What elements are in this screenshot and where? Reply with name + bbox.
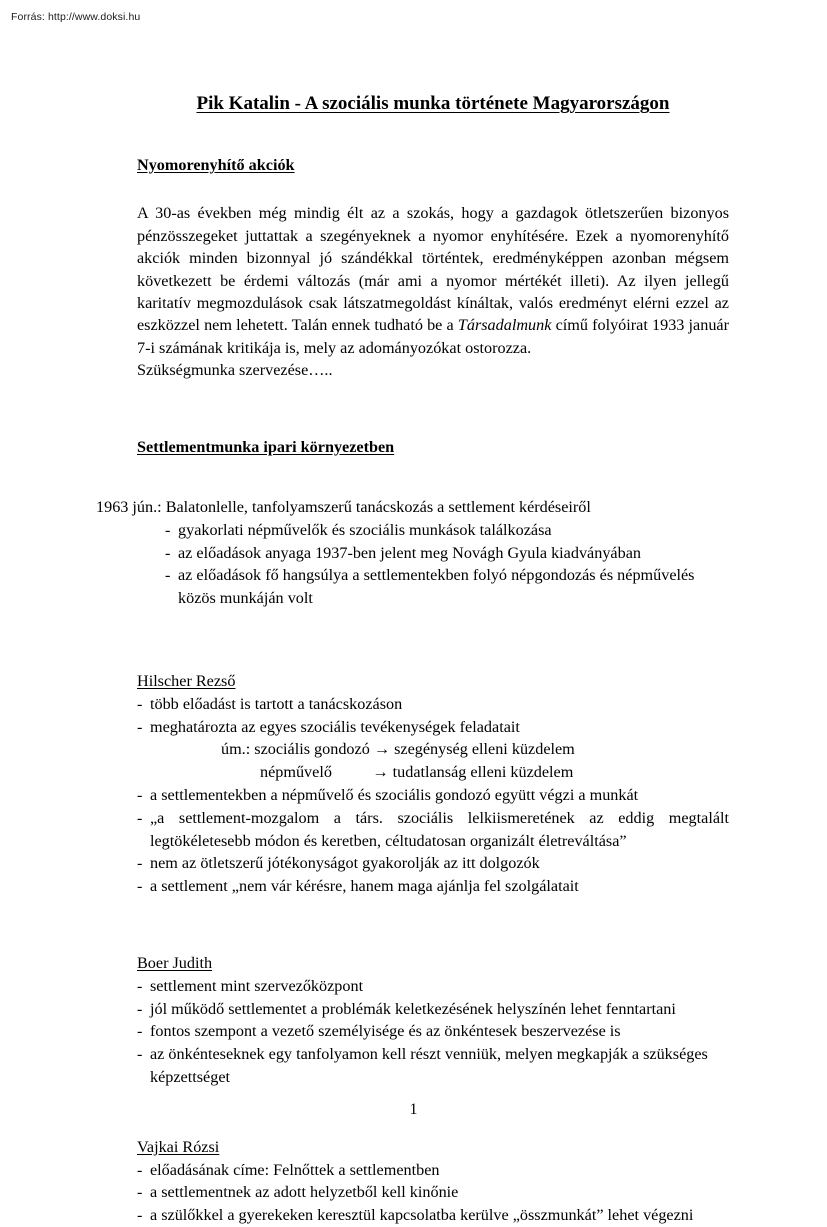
list-item bbox=[137, 852, 729, 875]
list-item-label: fontos szempont a vezető személyisége és az önkéntesek beszervezése is bbox=[150, 1022, 621, 1041]
list-item bbox=[137, 975, 729, 998]
list-item-label: a settlement „nem vár kérésre, hanem maga ajánlja fel szolgálatait bbox=[150, 877, 579, 896]
dash-bullet-icon: - bbox=[137, 1022, 143, 1041]
person-block-vajkai bbox=[137, 1136, 729, 1227]
section-nyomorenyhito bbox=[137, 154, 729, 382]
list-item bbox=[137, 784, 729, 807]
dash-bullet-icon: - bbox=[137, 1045, 143, 1064]
person-name-vajkai: Vajkai Rózsi bbox=[137, 1137, 220, 1156]
list-item bbox=[137, 807, 729, 853]
list-item bbox=[137, 1181, 729, 1204]
person-block-boer bbox=[137, 952, 729, 1089]
dash-bullet-icon: - bbox=[137, 1183, 143, 1202]
conference-lead-line: 1963 jún.: Balatonlelle, tanfolyamszerű tanácskozás a settlement kérdéseiről bbox=[96, 498, 591, 517]
list-item-label: jól működő settlementet a problémák keletkezésének helyszínén lehet fenntartani bbox=[150, 999, 676, 1018]
hilscher-bullet-list-continued bbox=[137, 784, 729, 898]
list-item bbox=[165, 519, 729, 542]
spacer bbox=[137, 458, 729, 496]
list-item-label: settlement mint szervezőközpont bbox=[150, 976, 364, 995]
list-item-label: a szülőkkel a gyerekeken keresztül kapcsolatba kerülve „összmunkát” lehet végezni bbox=[150, 1206, 694, 1225]
spacer bbox=[137, 420, 729, 436]
spacer bbox=[137, 610, 729, 648]
dash-bullet-icon: - bbox=[137, 694, 143, 713]
spacer bbox=[137, 898, 729, 936]
person-block-hilscher bbox=[137, 670, 729, 898]
dash-bullet-icon: - bbox=[137, 1206, 143, 1225]
dash-bullet-icon: - bbox=[165, 566, 171, 585]
dash-bullet-icon: - bbox=[137, 999, 143, 1018]
spacer bbox=[137, 116, 729, 154]
list-item bbox=[165, 564, 729, 610]
page-title: Pik Katalin - A szociális munka története Magyarországon bbox=[196, 93, 670, 114]
list-item-label: a settlementnek az adott helyzetből kell kinőnie bbox=[150, 1183, 459, 1202]
list-item bbox=[165, 542, 729, 565]
page-number: 1 bbox=[409, 1101, 418, 1118]
list-item bbox=[137, 1020, 729, 1043]
dash-bullet-icon: - bbox=[137, 976, 143, 995]
closing-line-szuksegmunka: Szükségmunka szervezése….. bbox=[137, 361, 333, 380]
spacer bbox=[137, 648, 729, 670]
spacer bbox=[137, 936, 729, 952]
document-content bbox=[96, 92, 729, 1227]
dash-bullet-icon: - bbox=[137, 786, 143, 805]
arrow-line-nepmuvelo: népművelő → tudatlanság elleni küzdelem bbox=[260, 763, 574, 782]
boer-bullet-list bbox=[137, 975, 729, 1089]
list-item-label: gyakorlati népművelők és szociális munkások találkozása bbox=[178, 520, 552, 539]
paragraph-text-part2: című folyóirat 1933 január 7-i számának kritikája is, mely az adományozókat ostorozza. bbox=[137, 316, 729, 357]
spacer bbox=[137, 382, 729, 420]
vajkai-bullet-list bbox=[137, 1159, 729, 1227]
dash-bullet-icon: - bbox=[137, 808, 143, 827]
hilscher-bullet-list bbox=[137, 693, 729, 739]
list-item-label: nem az ötletszerű jótékonyságot gyakorolják az itt dolgozók bbox=[150, 854, 540, 873]
list-item bbox=[137, 1204, 729, 1227]
list-item-label: az előadások anyaga 1937-ben jelent meg Novágh Gyula kiadványában bbox=[178, 543, 641, 562]
section-heading-nyomorenyhito: Nyomorenyhítő akciók bbox=[137, 156, 295, 174]
dash-bullet-icon: - bbox=[137, 877, 143, 896]
spacer bbox=[137, 176, 729, 202]
list-item bbox=[137, 693, 729, 716]
paragraph-nyomorenyhito bbox=[137, 202, 729, 359]
source-url-header: Forrás: http://www.doksi.hu bbox=[11, 11, 141, 23]
list-item bbox=[137, 716, 729, 739]
dash-bullet-icon: - bbox=[137, 1160, 143, 1179]
list-item-label: az előadások fő hangsúlya a settlementekben folyó népgondozás és népművelés közös munkáján volt bbox=[178, 566, 695, 608]
person-name-hilscher: Hilscher Rezső bbox=[137, 672, 236, 691]
conference-block bbox=[96, 496, 729, 610]
list-item bbox=[137, 1043, 729, 1089]
arrow-line-szocialis-gondozo: úm.: szociális gondozó → szegénység elleni küzdelem bbox=[221, 740, 575, 759]
list-item-label: „a settlement-mozgalom a társ. szociális lelkiismeretének az eddig megtalált legtökéletesebb módon és keretben, céltudatosan organizált életreváltása” bbox=[150, 808, 729, 850]
section-heading-settlementmunka: Settlementmunka ipari környezetben bbox=[137, 437, 395, 456]
list-item bbox=[137, 875, 729, 898]
list-item bbox=[137, 998, 729, 1021]
dash-bullet-icon: - bbox=[165, 543, 171, 562]
dash-bullet-icon: - bbox=[137, 854, 143, 873]
conference-bullet-list bbox=[137, 519, 729, 610]
person-name-boer: Boer Judith bbox=[137, 954, 213, 973]
spacer bbox=[137, 1127, 729, 1136]
paragraph-text-part1: A 30-as években még mindig élt az a szokás, hogy a gazdagok ötletszerűen bizonyos pénzösszegeket juttattak a szegényeknek a nyomor enyhítésére. Ezek a nyomorenyhítő akciók minden bizonnyal jó szándékkal történtek, eredményképpen azonban mégsem következett be érdemi változás (már ami a nyomor mértékét illeti). Az ilyen jellegű karitatív megmozdulások csak látszatmegoldást kínáltak, valós eredményt elérni ezzel az eszközzel nem lehetett. Talán ennek tudható be a bbox=[137, 204, 729, 335]
journal-title-italic: Társadalmunk bbox=[457, 316, 552, 335]
dash-bullet-icon: - bbox=[165, 520, 171, 539]
list-item-label: az önkénteseknek egy tanfolyamon kell részt venniük, melyen megkapják a szükséges képzettséget bbox=[150, 1045, 708, 1086]
list-item-label: meghatározta az egyes szociális tevékenységek feladatait bbox=[150, 717, 520, 736]
list-item-label: előadásának címe: Felnőttek a settlementben bbox=[150, 1160, 440, 1179]
list-item-label: a settlementekben a népművelő és szociális gondozó együtt végzi a munkát bbox=[150, 786, 639, 805]
dash-bullet-icon: - bbox=[137, 717, 143, 736]
list-item-label: több előadást is tartott a tanácskozáson bbox=[150, 694, 403, 713]
